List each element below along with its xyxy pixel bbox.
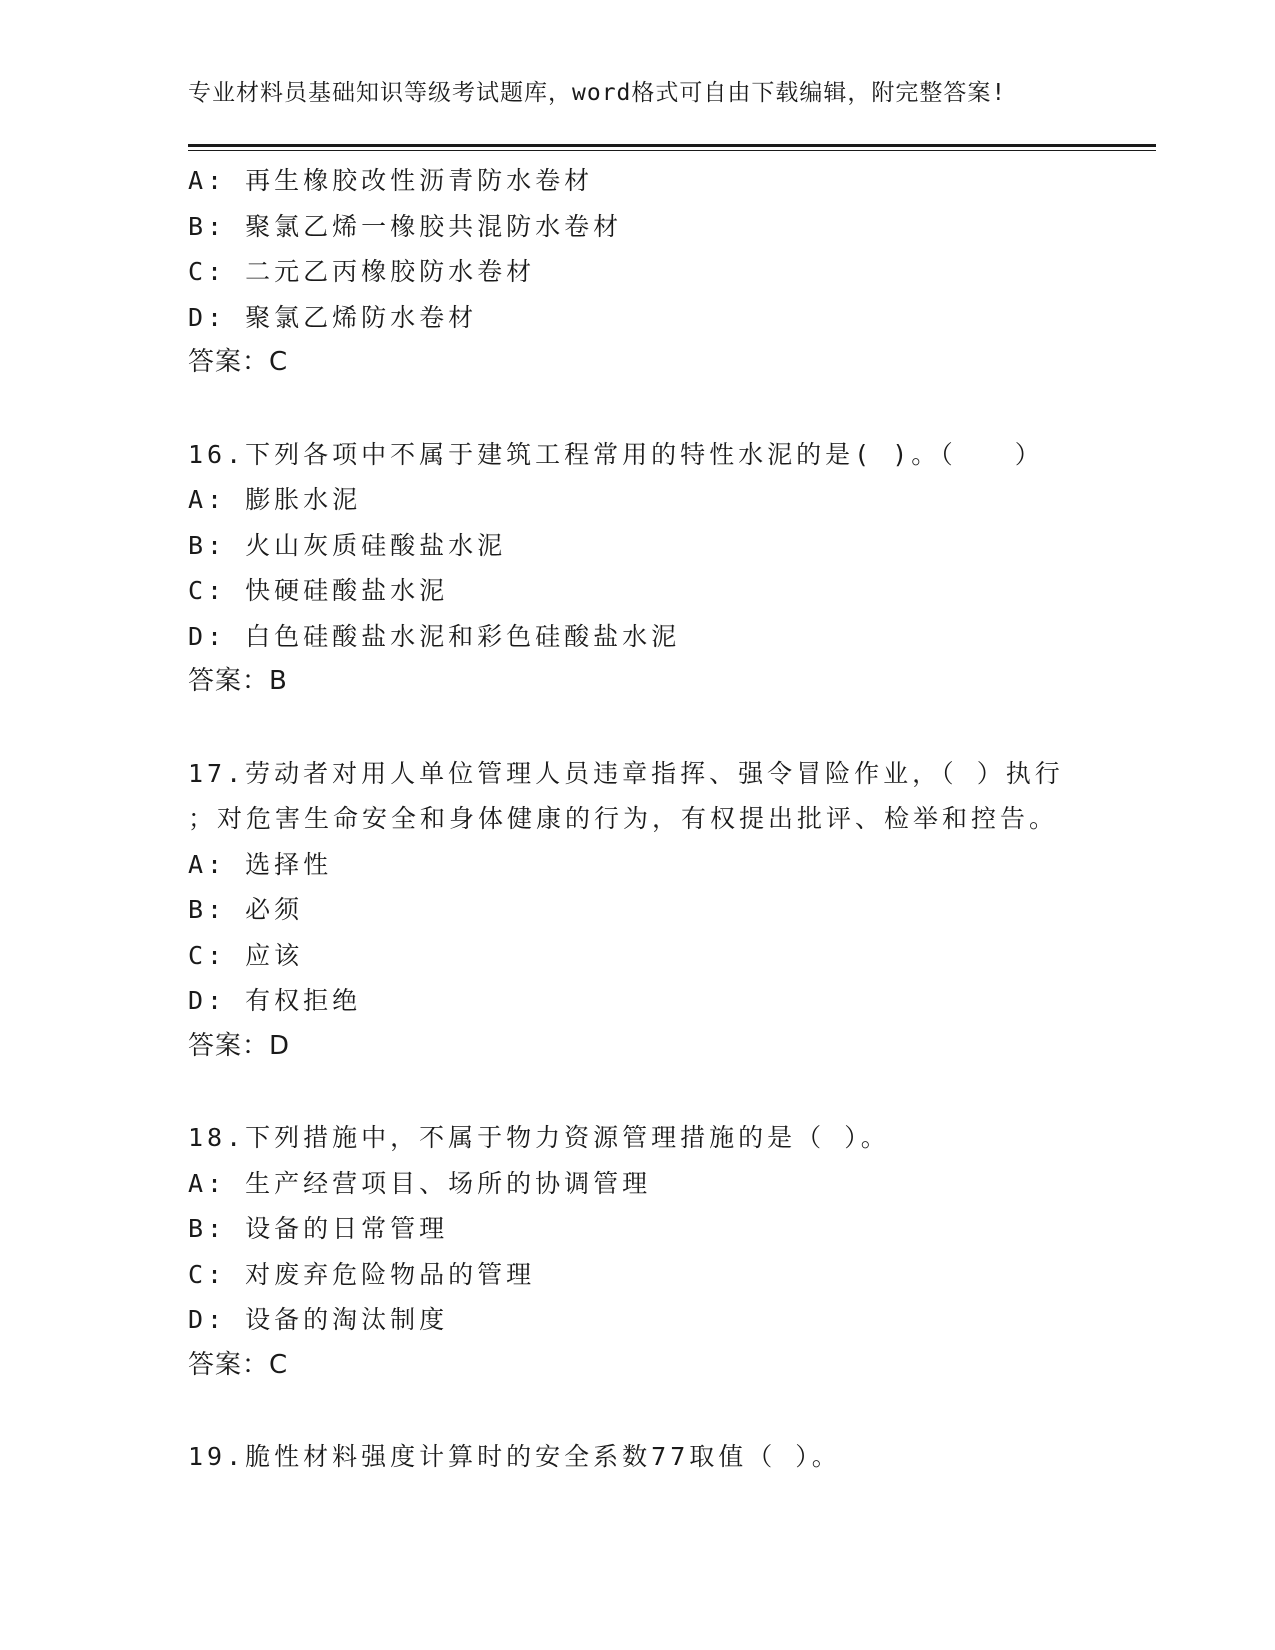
option-c: C: 应该 bbox=[188, 940, 304, 970]
question-list bbox=[188, 158, 1088, 1480]
option-d: D: 聚氯乙烯防水卷材 bbox=[188, 302, 478, 332]
option-a: A: 生产经营项目、场所的协调管理 bbox=[188, 1168, 652, 1198]
option-a: A: 膨胀水泥 bbox=[188, 485, 362, 514]
option-c: C: 二元乙丙橡胶防水卷材 bbox=[188, 257, 536, 286]
question-15 bbox=[188, 158, 1088, 386]
question-18 bbox=[188, 1115, 1088, 1388]
question-stem: 17.劳动者对用人单位管理人员违章指挥、强令冒险作业，（ ）执行 bbox=[188, 758, 1064, 788]
option-b: B: 必须 bbox=[188, 895, 304, 924]
option-d: D: 有权拒绝 bbox=[188, 986, 362, 1015]
option-a: A: 选择性 bbox=[188, 849, 333, 879]
header-divider bbox=[188, 144, 1156, 151]
option-b: B: 设备的日常管理 bbox=[188, 1214, 449, 1243]
question-stem-continued: ；对危害生命安全和身体健康的行为，有权提出批评、检举和控告。 bbox=[188, 804, 1059, 833]
answer: 答案：C bbox=[188, 1349, 289, 1380]
option-d: D: 设备的淘汰制度 bbox=[188, 1305, 449, 1334]
answer: 答案：D bbox=[188, 1030, 291, 1061]
answer: 答案：C bbox=[188, 347, 289, 377]
question-stem: 18.下列措施中，不属于物力资源管理措施的是（ ）。 bbox=[188, 1123, 890, 1152]
option-b: B: 聚氯乙烯一橡胶共混防水卷材 bbox=[188, 211, 623, 241]
question-17 bbox=[188, 751, 1088, 1070]
page-header: 专业材料员基础知识等级考试题库，word格式可自由下载编辑，附完整答案! bbox=[188, 80, 1007, 106]
question-stem: 16.下列各项中不属于建筑工程常用的特性水泥的是( )。（ ） bbox=[188, 439, 1044, 469]
option-b: B: 火山灰质硅酸盐水泥 bbox=[188, 530, 507, 560]
question-16 bbox=[188, 432, 1088, 705]
question-19 bbox=[188, 1434, 1088, 1480]
option-d: D: 白色硅酸盐水泥和彩色硅酸盐水泥 bbox=[188, 621, 681, 651]
option-a: A: 再生橡胶改性沥青防水卷材 bbox=[188, 166, 594, 195]
question-stem: 19.脆性材料强度计算时的安全系数77取值（ ）。 bbox=[188, 1442, 841, 1471]
option-c: C: 快硬硅酸盐水泥 bbox=[188, 576, 449, 605]
answer: 答案：B bbox=[188, 666, 288, 696]
option-c: C: 对废弃危险物品的管理 bbox=[188, 1259, 536, 1289]
